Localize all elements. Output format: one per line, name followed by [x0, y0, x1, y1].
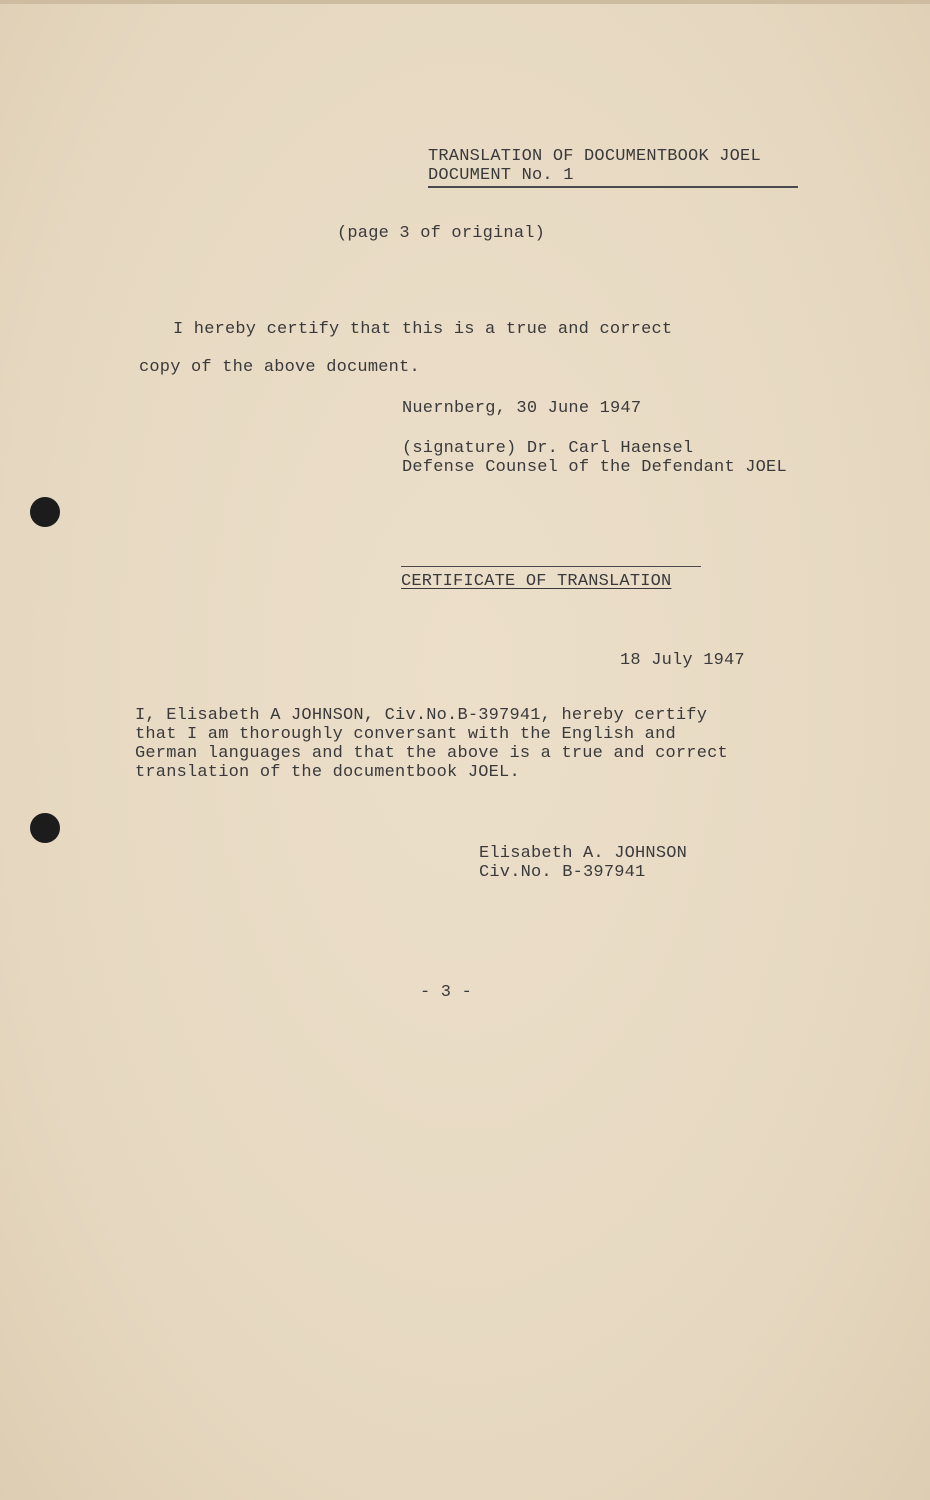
certify-line-2: copy of the above document. — [139, 358, 420, 377]
certificate-body-line-3: German languages and that the above is a true and correct — [135, 744, 728, 763]
header-underline — [428, 186, 798, 188]
certify-line-1: I hereby certify that this is a true and correct — [173, 320, 673, 339]
header-title: TRANSLATION OF DOCUMENTBOOK JOEL — [428, 147, 761, 166]
certificate-overline — [401, 566, 701, 567]
certificate-date: 18 July 1947 — [620, 651, 745, 670]
place-date: Nuernberg, 30 June 1947 — [402, 399, 642, 418]
signature-line: (signature) Dr. Carl Haensel — [402, 439, 694, 458]
header-document-number: DOCUMENT No. 1 — [428, 166, 574, 185]
translator-id: Civ.No. B-397941 — [479, 863, 646, 882]
page-number: - 3 - — [420, 983, 473, 1002]
page-reference: (page 3 of original) — [337, 224, 546, 243]
certificate-title: CERTIFICATE OF TRANSLATION — [401, 572, 672, 591]
signer-title: Defense Counsel of the Defendant JOEL — [402, 458, 787, 477]
punch-hole-top — [30, 497, 60, 527]
certificate-body-line-1: I, Elisabeth A JOHNSON, Civ.No.B-397941, hereby certify — [135, 706, 708, 725]
punch-hole-bottom — [30, 813, 60, 843]
translator-name: Elisabeth A. JOHNSON — [479, 844, 688, 863]
certificate-body-line-4: translation of the documentbook JOEL. — [135, 763, 520, 782]
page-top-edge — [0, 0, 930, 4]
certificate-body-line-2: that I am thoroughly conversant with the English and — [135, 725, 676, 744]
